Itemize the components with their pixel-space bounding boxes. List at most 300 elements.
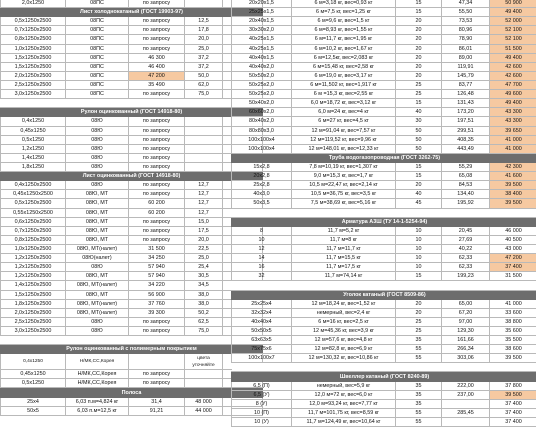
price-cell: по запросу (129, 44, 185, 53)
price-total-cell: 52 000 (490, 17, 536, 26)
table-row (232, 108, 536, 117)
table-row (232, 126, 536, 135)
grade-cell: 08Ю, МТ (66, 235, 129, 244)
left-price-table (0, 0, 263, 416)
size-cell: 20х20х1,5 (232, 0, 292, 8)
price-total-cell: 31 500 (490, 272, 536, 281)
price-total-cell: 37 400 (490, 418, 536, 427)
price-total-cell: 52 100 (490, 26, 536, 35)
price-total-cell: 39 500 (490, 199, 536, 208)
table-row (232, 199, 536, 208)
table-row (232, 299, 536, 308)
price-total-cell: 37 400 (490, 263, 536, 272)
size-cell: 1,8х1250х2500 (1, 299, 66, 308)
price-cell: 47 200 (129, 71, 185, 80)
table-row (232, 90, 536, 99)
price-total-cell: 39 650 (490, 126, 536, 135)
grade-cell: 08Ю (66, 144, 129, 153)
grade-cell: 11,7 м=124,49 кг, вес=10,64 кг (292, 418, 396, 427)
price-total-cell: 38 600 (490, 345, 536, 354)
size-cell: 1,2х1250х2500 (1, 272, 66, 281)
grade-cell: 11,7 м=8 кг (292, 235, 396, 244)
price-cell: 20 (396, 26, 442, 35)
size-cell: 30х30х2,0 (232, 26, 292, 35)
weight-cell: 44 000 (185, 406, 223, 415)
grade-cell: немерный, вес=5,9 кг (292, 381, 396, 390)
table-row (1, 126, 263, 135)
table-row (232, 336, 536, 345)
weight-cell: 129,30 (442, 326, 490, 335)
price-cell: 60 200 (129, 199, 185, 208)
grade-cell: 12 м=91,04 кг, вес=7,57 кг (292, 126, 396, 135)
table-row (232, 26, 536, 35)
price-cell: 20 (396, 71, 442, 80)
price-cell: 20 (396, 17, 442, 26)
price-cell: 45 (396, 199, 442, 208)
price-cell: 25 (396, 80, 442, 89)
price-cell: по запросу (129, 17, 185, 26)
table-row (1, 379, 263, 388)
weight-cell: 195,92 (442, 199, 490, 208)
grade-cell: 08Ю, МТ (66, 226, 129, 235)
section-header-title: Лист холоднокатаный (ГОСТ 19903-97) (1, 8, 263, 17)
size-cell: 6,5 (П) (232, 381, 292, 390)
table-row (232, 135, 536, 144)
price-total-cell: 51 500 (490, 44, 536, 53)
grade-cell: 6 м=27 кг, вес=4,5 кг (292, 117, 396, 126)
size-cell: 0,8х1250х2500 (1, 35, 66, 44)
table-row (1, 263, 263, 272)
table-row (232, 390, 536, 399)
price-cell: 35 (396, 336, 442, 345)
weight-cell: 47,34 (442, 0, 490, 8)
weight-cell: 299,51 (442, 126, 490, 135)
grade-cell: 08Ю (66, 135, 129, 144)
weight-cell (185, 126, 223, 135)
price-total-cell: 46 000 (490, 226, 536, 235)
price-cell: по запросу (129, 217, 185, 226)
grade-cell: 08Ю, МТ(налет) (66, 244, 129, 253)
size-cell: 50х3,5 (232, 199, 292, 208)
price-total-cell: 42 300 (490, 162, 536, 171)
grade-cell: 08Ю (66, 162, 129, 171)
size-cell: 40х3,0 (232, 190, 292, 199)
weight-cell: 237,00 (442, 390, 490, 399)
grade-cell: 08ПС (66, 80, 129, 89)
price-cell: по запросу (129, 35, 185, 44)
table-row (232, 326, 536, 335)
size-cell: 50х50х2,0 (232, 71, 292, 80)
size-cell: 0,6х1250х2500 (1, 217, 66, 226)
weight-cell: 83,77 (442, 80, 490, 89)
price-cell: 20 (396, 299, 442, 308)
size-cell: 1,5х1250х2500 (1, 290, 66, 299)
table-row (232, 99, 536, 108)
grade-cell: 12 м=82,8 кг, вес=6,9 кг (292, 345, 396, 354)
price-cell: по запросу (129, 370, 185, 379)
table-row (1, 44, 263, 53)
price-cell: 10 (396, 235, 442, 244)
table-row (1, 71, 263, 80)
grade-cell: 9,0 м=15,3 кг, вес=1,7 кг (292, 172, 396, 181)
price-cell: 34 220 (129, 281, 185, 290)
size-cell: 25х2,8 (232, 181, 292, 190)
price-cell: 15 (396, 172, 442, 181)
grade-cell: 12 м=130,32 кг, вес=10,86 кг (292, 354, 396, 363)
weight-cell: 12,7 (185, 208, 223, 217)
size-cell: 0,55х1250х2500 (1, 208, 66, 217)
price-cell: 30 (396, 117, 442, 126)
size-cell: 50х5 (1, 406, 66, 415)
table-row (1, 308, 263, 317)
grade-cell: 08Ю (66, 326, 129, 335)
table-row (1, 217, 263, 226)
weight-cell: 62,33 (442, 254, 490, 263)
price-cell: 20 (396, 44, 442, 53)
grade-cell: 08Ю (66, 153, 129, 162)
grade-cell: 6,0 м=18,72 кг, вес=3,12 кг (292, 99, 396, 108)
weight-cell: 199,23 (442, 272, 490, 281)
table-row (232, 117, 536, 126)
table-row (1, 199, 263, 208)
price-cell: по запросу (129, 144, 185, 153)
grade-cell: 08ПС (66, 90, 129, 99)
table-row (232, 190, 536, 199)
price-cell (129, 354, 185, 370)
table-row (1, 90, 263, 99)
price-cell: 25 (396, 90, 442, 99)
weight-cell: 119,91 (442, 62, 490, 71)
section-header-title: Труба водогазопроводная (ГОСТ 3262-75) (232, 153, 536, 162)
grade-cell: 08ПС (66, 17, 129, 26)
price-cell: 25 (396, 326, 442, 335)
weight-cell: 17,8 (185, 26, 223, 35)
grade-cell: 11,7 м=17,5 кг (292, 263, 396, 272)
price-cell: 20 (396, 308, 442, 317)
price-total-cell: 39 500 (490, 181, 536, 190)
grade-cell: 6 м=11,502 кг, вес=1,917 кг (292, 80, 396, 89)
grade-cell: 08ПС (66, 71, 129, 80)
spacer-row (232, 281, 536, 290)
table-row (232, 399, 536, 408)
price-cell: 20 (396, 35, 442, 44)
weight-cell: 80,96 (442, 26, 490, 35)
price-cell: 55 (396, 418, 442, 427)
spacer-cell (1, 336, 263, 345)
price-cell: по запросу (129, 379, 185, 388)
table-row (1, 190, 263, 199)
weight-cell: 22,5 (185, 244, 223, 253)
price-cell: 15 (396, 0, 442, 8)
price-total-cell: 41 000 (490, 135, 536, 144)
size-cell: 14 (232, 254, 292, 263)
weight-cell: 65,08 (442, 172, 490, 181)
price-total-cell: 47 200 (490, 254, 536, 263)
price-cell: 31,4 (129, 397, 185, 406)
table-row (232, 272, 536, 281)
weight-cell: 67,20 (442, 308, 490, 317)
table-row (1, 226, 263, 235)
size-cell: 8 (232, 226, 292, 235)
size-cell: 0,45х1250 (1, 370, 66, 379)
table-row (232, 172, 536, 181)
size-cell: 16 (232, 263, 292, 272)
price-total-cell: 52 100 (490, 35, 536, 44)
table-row (232, 308, 536, 317)
grade-cell: 08ПС (66, 35, 129, 44)
size-cell: 1,2х1250х2500 (1, 263, 66, 272)
price-cell: 40 (396, 190, 442, 199)
grade-cell: немерный, вес=2,4 кг (292, 308, 396, 317)
spacer-row (1, 336, 263, 345)
price-cell: 20 (396, 181, 442, 190)
price-total-cell: 37 400 (490, 408, 536, 417)
weight-cell: 173,20 (442, 108, 490, 117)
weight-cell: 55,29 (442, 162, 490, 171)
weight-cell: 65,00 (442, 299, 490, 308)
size-cell: 40х40х2,0 (232, 62, 292, 71)
price-cell: 46 400 (129, 62, 185, 71)
size-cell: 2,5х1250х2500 (1, 80, 66, 89)
weight-cell: 75,0 (185, 326, 223, 335)
price-total-cell: 41 600 (490, 172, 536, 181)
price-cell: 60 200 (129, 208, 185, 217)
price-total-cell: 49 600 (490, 90, 536, 99)
size-cell: 0,5х1250 (1, 135, 66, 144)
price-cell: по запросу (129, 226, 185, 235)
table-row (232, 418, 536, 427)
grade-cell: 6,0 м=24 кг, вес=4 кг (292, 108, 396, 117)
price-cell: по запросу (129, 326, 185, 335)
table-row (1, 17, 263, 26)
table-row (1, 272, 263, 281)
table-row (1, 117, 263, 126)
size-cell: 25х4 (1, 397, 66, 406)
price-cell: 50 (396, 135, 442, 144)
grade-cell: 12 м=45,36 кг, вес=3,9 кг (292, 326, 396, 335)
table-row (1, 290, 263, 299)
price-cell: 50 (396, 126, 442, 135)
table-row (232, 0, 536, 8)
section-header-row (232, 217, 536, 226)
price-total-cell: 38 400 (490, 190, 536, 199)
spacer-cell (232, 363, 536, 372)
table-row (232, 263, 536, 272)
weight-cell (185, 153, 223, 162)
grade-cell: 6 м=12,5кг, вес=2,083 кг (292, 53, 396, 62)
price-cell: по запросу (129, 235, 185, 244)
table-row (1, 208, 263, 217)
grade-cell: 6 м=19,0 кг, вес=3,17 кг (292, 71, 396, 80)
grade-cell: 08Ю, МТ(налет) (66, 299, 129, 308)
grade-cell: 08Ю, МТ (66, 199, 129, 208)
grade-cell: 11,7 м=5,2 кг (292, 226, 396, 235)
section-header-title: Полоса (1, 388, 263, 397)
size-cell: 3,0х1250х2500 (1, 90, 66, 99)
table-row (1, 317, 263, 326)
weight-cell: 20,0 (185, 235, 223, 244)
weight-cell: 89,00 (442, 53, 490, 62)
table-row (232, 408, 536, 417)
grade-cell: 12,0 м=72 кг, вес=6,0 кг (292, 390, 396, 399)
size-cell: 1,2х1250 (1, 144, 66, 153)
price-cell: по запросу (129, 90, 185, 99)
spacer-cell (232, 208, 536, 217)
weight-cell: 97,00 (442, 317, 490, 326)
price-cell: по запросу (129, 317, 185, 326)
price-cell: 15 (396, 99, 442, 108)
grade-cell: 08Ю, МТ (66, 208, 129, 217)
price-total-cell: 35 600 (490, 326, 536, 335)
size-cell: 50х50х5 (232, 326, 292, 335)
weight-cell: 17,5 (185, 226, 223, 235)
price-cell: 40 (396, 108, 442, 117)
section-header-title: Рулон оцинкованный (ГОСТ 14918-80) (1, 108, 263, 117)
table-row (232, 244, 536, 253)
size-cell: 75х75х6 (232, 345, 292, 354)
weight-cell (442, 399, 490, 408)
size-cell: 1,4х1250х2500 (1, 281, 66, 290)
price-cell: 15 (396, 272, 442, 281)
table-row (232, 317, 536, 326)
size-cell: 0,45х1250х2500 (1, 190, 66, 199)
size-cell: 12 (232, 244, 292, 253)
section-header-row (1, 8, 263, 17)
price-cell: 15 (396, 162, 442, 171)
weight-cell: 12,7 (185, 199, 223, 208)
grade-cell: Н/МК,СС,Корея (66, 354, 129, 370)
spacer-row (232, 363, 536, 372)
size-cell: 100х100х4 (232, 135, 292, 144)
section-header-title: Уголок катаный (ГОСТ 8509-86) (232, 290, 536, 299)
section-header-title: Швеллер катаный (ГОСТ 8240-89) (232, 372, 536, 381)
size-cell: 1,5х1250х2500 (1, 53, 66, 62)
grade-cell: 08Ю, МТ (66, 272, 129, 281)
price-total-cell: 49 400 (490, 8, 536, 17)
section-header-title: Рулон оцинкованный с полимерным покрытием (1, 345, 263, 354)
size-cell: 0,45х1250 (1, 126, 66, 135)
table-row (1, 406, 263, 415)
weight-cell: 25,0 (185, 254, 223, 263)
size-cell: 25х25х1,5 (232, 8, 292, 17)
size-cell: 2,0х1250х2500 (1, 308, 66, 317)
price-total-cell: 35 500 (490, 336, 536, 345)
weight-cell: 131,43 (442, 99, 490, 108)
weight-cell: 27,69 (442, 235, 490, 244)
price-total-cell: 41 000 (490, 299, 536, 308)
table-row (1, 281, 263, 290)
grade-cell: 08Ю (66, 263, 129, 272)
weight-cell: 34,5 (185, 281, 223, 290)
grade-cell: 08Ю (66, 126, 129, 135)
price-total-cell: 38 800 (490, 317, 536, 326)
price-cell: 55 (396, 408, 442, 417)
size-cell: 50х40х2,0 (232, 99, 292, 108)
price-cell: по запросу (129, 190, 185, 199)
price-cell: 31 500 (129, 244, 185, 253)
grade-cell: 11,7 м=74,14 кг (292, 272, 396, 281)
weight-cell: 30,5 (185, 272, 223, 281)
grade-cell: 6 м=11,7 кг, вес=1,95 кг (292, 35, 396, 44)
table-row (232, 162, 536, 171)
price-cell: 55 (396, 354, 442, 363)
table-row (1, 144, 263, 153)
spacer-row (232, 208, 536, 217)
price-total-cell: 37 800 (490, 381, 536, 390)
table-row (1, 244, 263, 253)
section-header-row (232, 372, 536, 381)
price-cell: 10 (396, 254, 442, 263)
table-row (1, 53, 263, 62)
weight-cell: 222,00 (442, 381, 490, 390)
grade-cell: 6 м=7,5 кг, вес=1,25 кг (292, 8, 396, 17)
left-price-table-body (1, 0, 263, 415)
weight-cell: 86,01 (442, 44, 490, 53)
weight-cell: 15,0 (185, 217, 223, 226)
section-header-title: Лист оцинкованный (ГОСТ 14918-80) (1, 172, 263, 181)
price-cell: 15 (396, 8, 442, 17)
price-cell: по запросу (129, 162, 185, 171)
weight-cell: 161,66 (442, 336, 490, 345)
size-cell: 10 (232, 235, 292, 244)
price-total-cell: 43 000 (490, 244, 536, 253)
grade-cell: 08Ю, МТ(налет) (66, 308, 129, 317)
grade-cell: 12,0 м=93,24 кг, вес=7,77 кг (292, 399, 396, 408)
grade-cell: 6 м=10,2 кг, вес=1,67 кг (292, 44, 396, 53)
weight-cell: 134,40 (442, 190, 490, 199)
weight-cell: цвета уточняйте (185, 354, 223, 370)
price-cell: 91,21 (129, 406, 185, 415)
table-row (232, 71, 536, 80)
grade-cell: 08ПС (66, 26, 129, 35)
price-total-cell: 43 300 (490, 108, 536, 117)
size-cell: 3,0х1250х2500 (1, 326, 66, 335)
grade-cell: 08Ю, МТ(налет) (66, 281, 129, 290)
price-cell: 57 940 (129, 263, 185, 272)
grade-cell: 11,7 м=11,7 кг (292, 244, 396, 253)
size-cell: 2,0х1250х2500 (1, 71, 66, 80)
size-cell: 0,5х1250 (1, 379, 66, 388)
size-cell: 40х25х1,5 (232, 35, 292, 44)
weight-cell: 145,79 (442, 71, 490, 80)
weight-cell: 12,7 (185, 181, 223, 190)
grade-cell: 08Ю, МТ (66, 190, 129, 199)
table-row (232, 62, 536, 71)
size-cell: 1,4х1250 (1, 153, 66, 162)
table-row (232, 80, 536, 89)
table-row (1, 153, 263, 162)
size-cell: 50х25х2,0 (232, 90, 292, 99)
size-cell: 0,8х1250х2500 (1, 235, 66, 244)
weight-cell (442, 418, 490, 427)
size-cell: 2,0х1250 (1, 0, 66, 8)
table-row (232, 44, 536, 53)
weight-cell: 126,48 (442, 90, 490, 99)
price-cell: 10 (396, 244, 442, 253)
weight-cell: 12,7 (185, 190, 223, 199)
section-header-title: Арматура А3Ш (ТУ 14-1-5254-94) (232, 217, 536, 226)
weight-cell: 48 000 (185, 397, 223, 406)
price-total-cell: 47 700 (490, 80, 536, 89)
table-row (1, 162, 263, 171)
grade-cell: 08ПС (66, 0, 129, 8)
weight-cell: 20,0 (185, 35, 223, 44)
weight-cell (185, 135, 223, 144)
table-row (232, 381, 536, 390)
price-cell: по запросу (129, 26, 185, 35)
table-row (232, 144, 536, 153)
price-cell: по запросу (129, 181, 185, 190)
